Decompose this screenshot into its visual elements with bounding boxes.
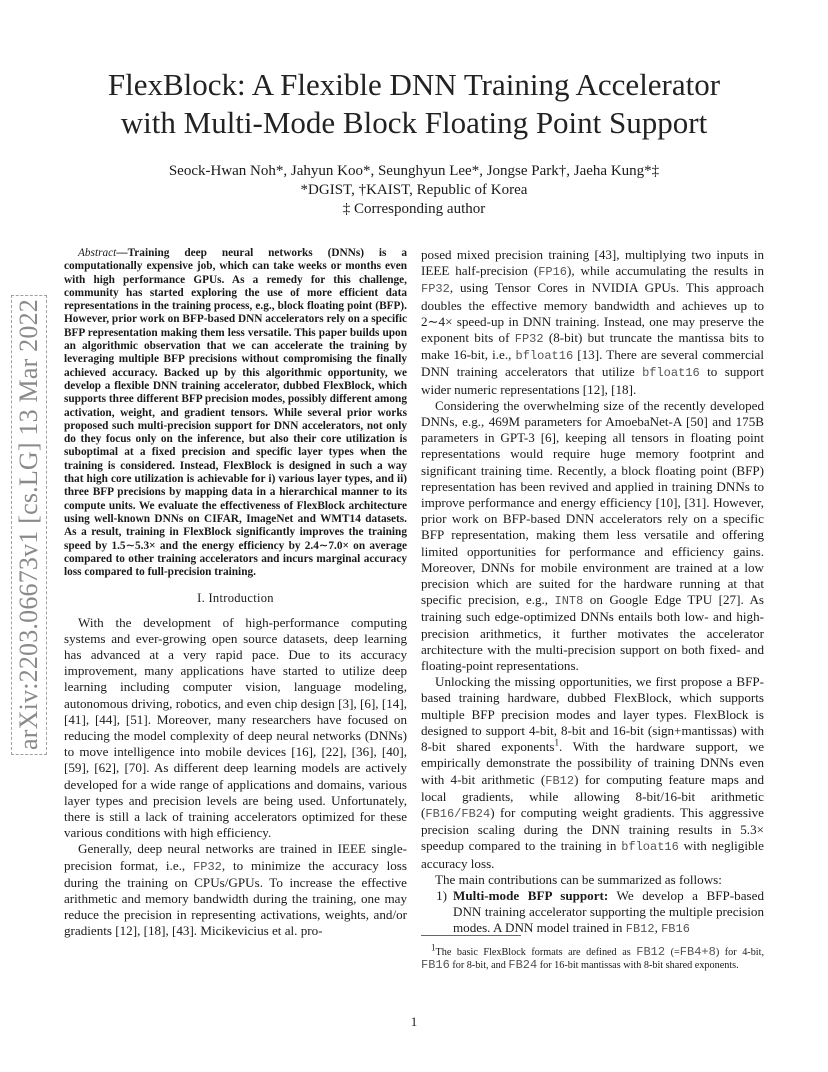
format-bfloat16: bfloat16 [515, 349, 574, 364]
intro-paragraph-2 [64, 841, 407, 939]
text-run: , to minimize the accuracy loss during the training on CPUs/GPUs. To increase the effective arithmetic and memory bandwidth during the training, one may reduce the precision in representing activations, weights, and/or gradients [12], [18], [43]. Micikevicius et al. pro- [64, 857, 407, 939]
format-fb16: FB16 [661, 922, 690, 937]
format-int8: INT8 [554, 594, 584, 609]
text-run: Unlocking the missing opportunities, we first propose a BFP-based training hardware, dubbed FlexBlock, which supports multiple BFP precision modes and layer types. FlexBlock is designed to support 4-bit, 8-bit and 16-bit (sign+mantissas) with 8-bit shared exponents [421, 674, 764, 755]
text-run: ) for computing feature maps and local gradients, while allowing 8-bit/16-bit arithmetic ( [421, 771, 764, 820]
text-run: . With the hardware support, we empirically demonstrate the possibility of training DNNs even with 4-bit arithmetic ( [421, 739, 764, 787]
footnote-marker[interactable]: 1 [554, 737, 560, 748]
section-heading-introduction: I. Introduction [197, 591, 274, 606]
intro-paragraph-1: With the development of high-performance computing systems and ever-growing open source datasets, deep learning has advanced at a very rapid pace. Due to its accuracy improvement, many applications have started to utilize deep learning including computer vision, language modeling, autonomous driving, robotics, and even chip design [3], [6], [14], [41], [44], [51]. Moreover, many researchers have focused on reducing the model complexity of deep neural networks (DNNs) to move intelligence into mobile devices [16], [22], [36], [40], [59], [62], [70]. As different deep learning models are actively developed for a wide range of applications and domains, various layer types and precision levels are being used. Unfortunately, there is still a lack of training accelerators optimized for these various conditions with high efficiency. [64, 614, 407, 841]
text-run: (= [665, 947, 680, 958]
text-run: The basic FlexBlock formats are defined as [435, 947, 637, 958]
list-item-body [453, 888, 764, 938]
footnote-divider [421, 935, 521, 936]
text-run: ) for computing weight gradients. This aggressive precision scaling during the DNN training results in 5.3× speedup compared to the training in [421, 804, 764, 854]
text-run: We develop a BFP-based DNN training accelerator supporting the multiple precision modes. A DNN model trained in [453, 887, 764, 936]
text-run: ) for 4-bit, [715, 947, 765, 958]
list-item-number: 1) [436, 887, 447, 903]
footnote [421, 942, 765, 972]
arxiv-identifier-text[interactable]: arXiv:2203.06673v1 [cs.LG] 13 Mar 2022 [11, 295, 47, 756]
format-fb12: FB12 [625, 922, 655, 937]
right-paragraph-3 [421, 674, 764, 871]
text-run: for 8-bit, and [449, 960, 509, 971]
text-run: (8-bit) but truncate the mantissa bits to make 16-bit, i.e., [421, 330, 764, 363]
text-run: with negligible accuracy loss. [421, 838, 764, 871]
right-paragraph-4: The main contributions can be summarized as follows: [435, 871, 722, 887]
format-fb24: FB24 [508, 958, 538, 972]
text-run: for 16-bit mantissas with 8-bit shared exponents. [537, 960, 739, 971]
corresponding-author-note: ‡ Corresponding author [342, 201, 486, 217]
text-run: [13]. There are several commercial DNN training accelerators that utilize [421, 347, 764, 380]
format-fp32: FP32 [421, 282, 450, 297]
abstract [64, 247, 407, 579]
text-run: on Google Edge TPU [27]. As training such edge-optimized DNNs entails both low- and high-precision arithmetics, it further motivates the accelerator architecture with the multi-precision support on both fixed- and floating-point representations. [421, 592, 764, 674]
list-item [421, 888, 764, 938]
paper-title [40, 66, 788, 142]
format-fp32: FP32 [193, 859, 222, 874]
format-fb12: FB12 [545, 773, 575, 788]
format-fb16-fb24: FB16/FB24 [425, 806, 491, 821]
format-bfloat16: bfloat16 [642, 366, 700, 381]
format-fb4-8: FB4+8 [679, 945, 716, 959]
text-run: Considering the overwhelming size of the recently developed DNNs, e.g., 469M parameters for AmoebaNet-A [50] and 175B parameters in GPT-3 [6], keeping all tensors in floating point representations would require huge memory footprint and significant training time. Recently, a block floating point (BFP) representation has been revived and applied in training DNNs to improve performance and energy efficiency [10], [31]. However, prior work on BFP-based DNN accelerators rely on a specific BFP representation, making them less versatile and offering limited opportunities for performance and efficiency gains. Moreover, DNNs for mobile environment are trained at a low precision which are suited for the hardware running at that specific precision, e.g., [421, 397, 764, 608]
affiliations: *DGIST, †KAIST, Republic of Korea [300, 182, 528, 198]
footnote-mark: 1 [431, 942, 436, 953]
list-item-bold-lead: Multi-mode BFP support: [453, 887, 609, 903]
text-run: to support wider numeric representations [12], [18]. [421, 364, 764, 397]
text-run: Generally, deep neural networks are trained in IEEE single-precision format, i.e., [64, 841, 407, 873]
format-fp32: FP32 [514, 332, 544, 347]
page-number: 1 [410, 1014, 418, 1029]
author-names: Seock-Hwan Noh*, Jahyun Koo*, Seunghyun Lee*, Jongse Park†, Jaeha Kung*‡ [168, 163, 660, 179]
arxiv-identifier-stamp[interactable] [12, 235, 46, 815]
contribution-list [421, 888, 764, 938]
abstract-label: Abstract [78, 247, 117, 259]
abstract-text: —Training deep neural networks (DNNs) is a computationally expensive job, which can take weeks or months even with high performance GPUs. As a remedy for this challenge, community has started exploring the use of more efficient data representations in the training process, e.g., block floating point (BFP). However, prior work on BFP-based DNN accelerators rely on a specific BFP representation making them less versatile. This paper builds upon an algorithmic observation that we can accelerate the training by leveraging multiple BFP precisions without compromising the finally achieved accuracy. Backed up by this algorithmic opportunity, we develop a flexible DNN training accelerator, dubbed FlexBlock, which supports three different BFP precision modes, possibly different among activation, weight, and gradient tensors. While several prior works proposed such multi-precision support for DNN accelerators, not only do they focus only on the inference, but also their core utilization is suboptimal at a fixed precision and specific layer types when the training is considered. Instead, FlexBlock is designed in such a way that high core utilization is achievable for i) various layer types, and ii) three BFP precisions by mapping data in a hierarchical manner to its compute units. We evaluate the effectiveness of FlexBlock architecture using well-known DNNs on CIFAR, ImageNet and WMT14 datasets. As a result, training in FlexBlock significantly improves the training speed by 1.5∼5.3× and the energy efficiency by 2.4∼7.0× on average compared to other training accelerators and incurs marginal accuracy loss compared to full-precision training. [64, 247, 407, 579]
format-bfloat16: bfloat16 [621, 840, 679, 855]
left-column [64, 247, 407, 940]
text-run: , [654, 920, 662, 936]
format-fb16: FB16 [421, 958, 450, 972]
format-fp16: FP16 [538, 265, 567, 280]
title-line-2: with Multi-Mode Block Floating Point Support [120, 105, 708, 140]
text-run: posed mixed precision training [43], multiplying two inputs in IEEE half-precision ( [421, 247, 764, 279]
right-column [421, 247, 764, 938]
format-fb12: FB12 [636, 945, 666, 959]
author-block [40, 162, 788, 219]
right-paragraph-2 [421, 398, 764, 674]
title-line-1: FlexBlock: A Flexible DNN Training Accelerator [107, 67, 721, 102]
text-run: , using Tensor Cores in NVIDIA GPUs. This approach doubles the effective memory bandwidth and achieves up to 2∼4× speed-up in DNN training. Instead, one may preserve the exponent bits of [421, 280, 764, 346]
text-run: ), while accumulating the results in [567, 263, 764, 279]
right-paragraph-1 [421, 247, 764, 398]
